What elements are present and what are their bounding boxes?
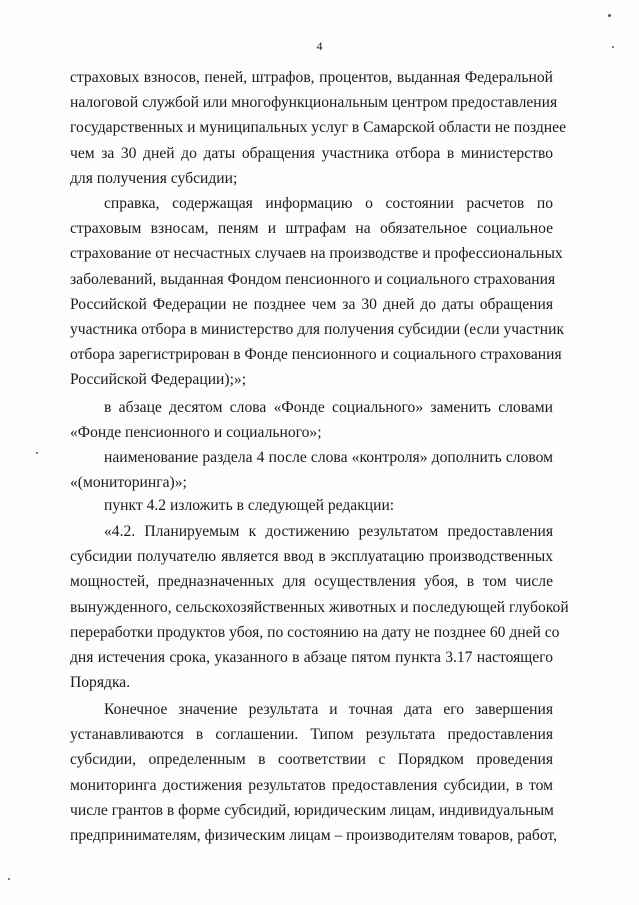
- paragraph-line: дня истечения срока, указанного в абзаце пятом пункта 3.17 настоящего: [70, 649, 553, 666]
- paragraph-line: в абзаце десятом слова «Фонде социального» заменить словами: [104, 399, 553, 416]
- paragraph-line: мощностей, предназначенных для осуществления убоя, в том числе: [70, 573, 553, 591]
- scan-speck: [36, 452, 38, 454]
- paragraph-line: налоговой службой или многофункциональным центром предоставления: [70, 94, 558, 112]
- paragraph-line: наименование раздела 4 после слова «контроля» дополнить словом: [104, 449, 553, 466]
- paragraph-line: субсидии, определенным в соответствии с Порядком проведения: [70, 751, 553, 769]
- paragraph-line: заболеваний, выданная Фондом пенсионного и социального страхования: [70, 270, 556, 288]
- paragraph-line: пункт 4.2 изложить в следующей редакции:: [104, 497, 395, 514]
- paragraph-line: для получения субсидии;: [70, 169, 238, 187]
- paragraph-line: отбора зарегистрирован в Фонде пенсионного и социального страхования: [70, 346, 562, 364]
- scan-speck: [612, 46, 614, 48]
- paragraph-line: Российской Федерации не позднее чем за 30 дней до даты обращения: [70, 295, 553, 313]
- paragraph-line: чем за 30 дней до даты обращения участника отбора в министерство: [70, 144, 553, 162]
- scan-speck: [608, 14, 611, 17]
- paragraph-line: участника отбора в министерство для получения субсидии (если участник: [70, 321, 565, 338]
- paragraph-line: «Фонде пенсионного и социального»;: [70, 424, 322, 442]
- paragraph-line: Порядка.: [70, 674, 131, 692]
- paragraph-line: справка, содержащая информацию о состоянии расчетов по: [104, 195, 553, 212]
- paragraph-line: субсидии получателю является ввод в эксплуатацию производственных: [70, 548, 553, 566]
- paragraph-line: мониторинга достижения результатов предоставления субсидии, в том: [70, 776, 553, 794]
- paragraph-line: страховых взносов, пеней, штрафов, процентов, выданная Федеральной: [70, 69, 553, 86]
- paragraph-line: государственных и муниципальных услуг в Самарской области не позднее: [70, 119, 566, 137]
- paragraph-line: устанавливаются в соглашении. Типом результата предоставления: [70, 726, 553, 744]
- page-number: 4: [316, 39, 323, 53]
- paragraph-line: переработки продуктов убоя, по состоянию на дату не позднее 60 дней со: [70, 623, 560, 641]
- paragraph-line: предпринимателям, физическим лицам – производителям товаров, работ,: [70, 827, 557, 844]
- paragraph-line: страхование от несчастных случаев на производстве и профессиональных: [70, 245, 563, 263]
- paragraph-line: числе грантов в форме субсидий, юридическим лицам, индивидуальным: [70, 801, 554, 819]
- paragraph-line: Российской Федерации);»;: [70, 371, 247, 389]
- paragraph-line: Конечное значение результата и точная дата его завершения: [104, 701, 553, 718]
- scan-speck: [8, 878, 10, 880]
- paragraph-line: страховым взносам, пеням и штрафам на обязательное социальное: [70, 220, 553, 238]
- paragraph-line: «4.2. Планируемым к достижению результатом предоставления: [104, 523, 553, 540]
- paragraph-line: «(мониторинга)»;: [70, 474, 187, 492]
- paragraph-line: вынужденного, сельскохозяйственных животных и последующей глубокой: [70, 598, 569, 616]
